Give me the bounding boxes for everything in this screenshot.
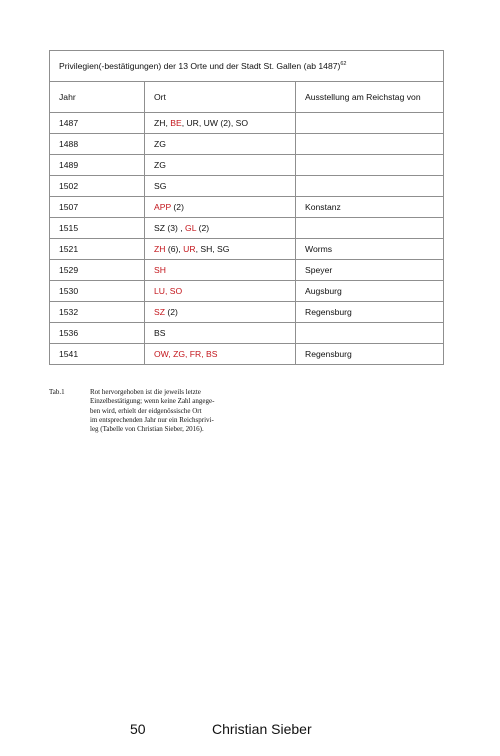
- caption-line: ben wird, erhielt der eidgenössische Ort: [90, 406, 202, 415]
- ort-highlighted: ZH: [154, 244, 166, 254]
- cell-year: 1530: [50, 281, 145, 302]
- table-title-footnote-ref: 62: [340, 61, 347, 68]
- ort-text: ZG: [154, 160, 166, 170]
- caption-line: im entsprechenden Jahr nur ein Reichsprivi-: [90, 415, 214, 424]
- caption-line: leg (Tabelle von Christian Sieber, 2016).: [90, 425, 204, 434]
- cell-ausstellung: Regensburg: [296, 344, 444, 365]
- ort-text: (2): [196, 223, 210, 233]
- cell-ort: [145, 176, 296, 197]
- cell-year: 1502: [50, 176, 145, 197]
- table-row: [50, 218, 444, 239]
- table-row: [50, 176, 444, 197]
- cell-ort: [145, 239, 296, 260]
- ort-text: SG: [154, 181, 167, 191]
- ort-text: , UR, UW (2), SO: [181, 118, 249, 128]
- table-row: [50, 134, 444, 155]
- cell-ort: [145, 155, 296, 176]
- table-row: [50, 239, 444, 260]
- cell-ort: [145, 113, 296, 134]
- table-title-cell: [50, 51, 444, 82]
- page-number: 50: [130, 721, 146, 737]
- ort-highlighted: OW, ZG, FR, BS: [154, 349, 218, 359]
- table-row: [50, 323, 444, 344]
- cell-ausstellung: Regensburg: [296, 302, 444, 323]
- cell-year: 1489: [50, 155, 145, 176]
- table-row: [50, 302, 444, 323]
- cell-year: 1529: [50, 260, 145, 281]
- cell-ausstellung: Augsburg: [296, 281, 444, 302]
- cell-ort: [145, 344, 296, 365]
- header-year: Jahr: [50, 82, 145, 113]
- ort-highlighted: LU, SO: [154, 286, 183, 296]
- cell-ausstellung: [296, 323, 444, 344]
- cell-ort: [145, 260, 296, 281]
- table-row: [50, 197, 444, 218]
- cell-ausstellung: [296, 134, 444, 155]
- cell-year: 1488: [50, 134, 145, 155]
- cell-ort: [145, 281, 296, 302]
- caption-text: [90, 388, 260, 434]
- ort-text: ZH,: [154, 118, 171, 128]
- cell-ausstellung: [296, 176, 444, 197]
- ort-text: SZ (3) ,: [154, 223, 186, 233]
- header-ort: Ort: [145, 82, 296, 113]
- table-row: [50, 344, 444, 365]
- ort-highlighted: GL: [185, 223, 197, 233]
- table-row: [50, 155, 444, 176]
- cell-ort: [145, 302, 296, 323]
- cell-ausstellung: [296, 113, 444, 134]
- cell-year: 1532: [50, 302, 145, 323]
- ort-text: , SH, SG: [195, 244, 230, 254]
- ort-highlighted: UR: [183, 244, 196, 254]
- cell-ausstellung: Konstanz: [296, 197, 444, 218]
- table-row: [50, 260, 444, 281]
- ort-text: ZG: [154, 139, 166, 149]
- ort-text: (2): [164, 307, 178, 317]
- cell-ort: [145, 134, 296, 155]
- ort-highlighted: SZ: [154, 307, 165, 317]
- cell-year: 1507: [50, 197, 145, 218]
- ort-text: (6),: [165, 244, 184, 254]
- cell-ausstellung: [296, 218, 444, 239]
- cell-ausstellung: [296, 155, 444, 176]
- caption-line: Einzelbestätigung; wenn keine Zahl angege-: [90, 397, 215, 406]
- author-name: Christian Sieber: [212, 721, 312, 737]
- ort-highlighted: BE: [170, 118, 182, 128]
- cell-year: 1541: [50, 344, 145, 365]
- cell-year: 1536: [50, 323, 145, 344]
- table-row: [50, 113, 444, 134]
- ort-highlighted: SH: [154, 265, 166, 275]
- caption-label: Tab.1: [49, 388, 65, 396]
- cell-ort: [145, 218, 296, 239]
- cell-year: 1515: [50, 218, 145, 239]
- cell-ort: [145, 323, 296, 344]
- table-title: Privilegien(-bestätigungen) der 13 Orte und der Stadt St. Gallen (ab 1487): [59, 61, 341, 71]
- ort-highlighted: APP: [154, 202, 172, 212]
- header-ausstellung: Ausstellung am Reichstag von: [296, 82, 444, 113]
- ort-text: (2): [171, 202, 184, 212]
- caption-line: Rot hervorgehoben ist die jeweils letzte: [90, 388, 201, 396]
- table-row: [50, 281, 444, 302]
- cell-year: 1521: [50, 239, 145, 260]
- cell-ausstellung: Worms: [296, 239, 444, 260]
- cell-year: 1487: [50, 113, 145, 134]
- cell-ausstellung: Speyer: [296, 260, 444, 281]
- ort-text: BS: [154, 328, 166, 338]
- privileges-table: [49, 50, 444, 365]
- cell-ort: [145, 197, 296, 218]
